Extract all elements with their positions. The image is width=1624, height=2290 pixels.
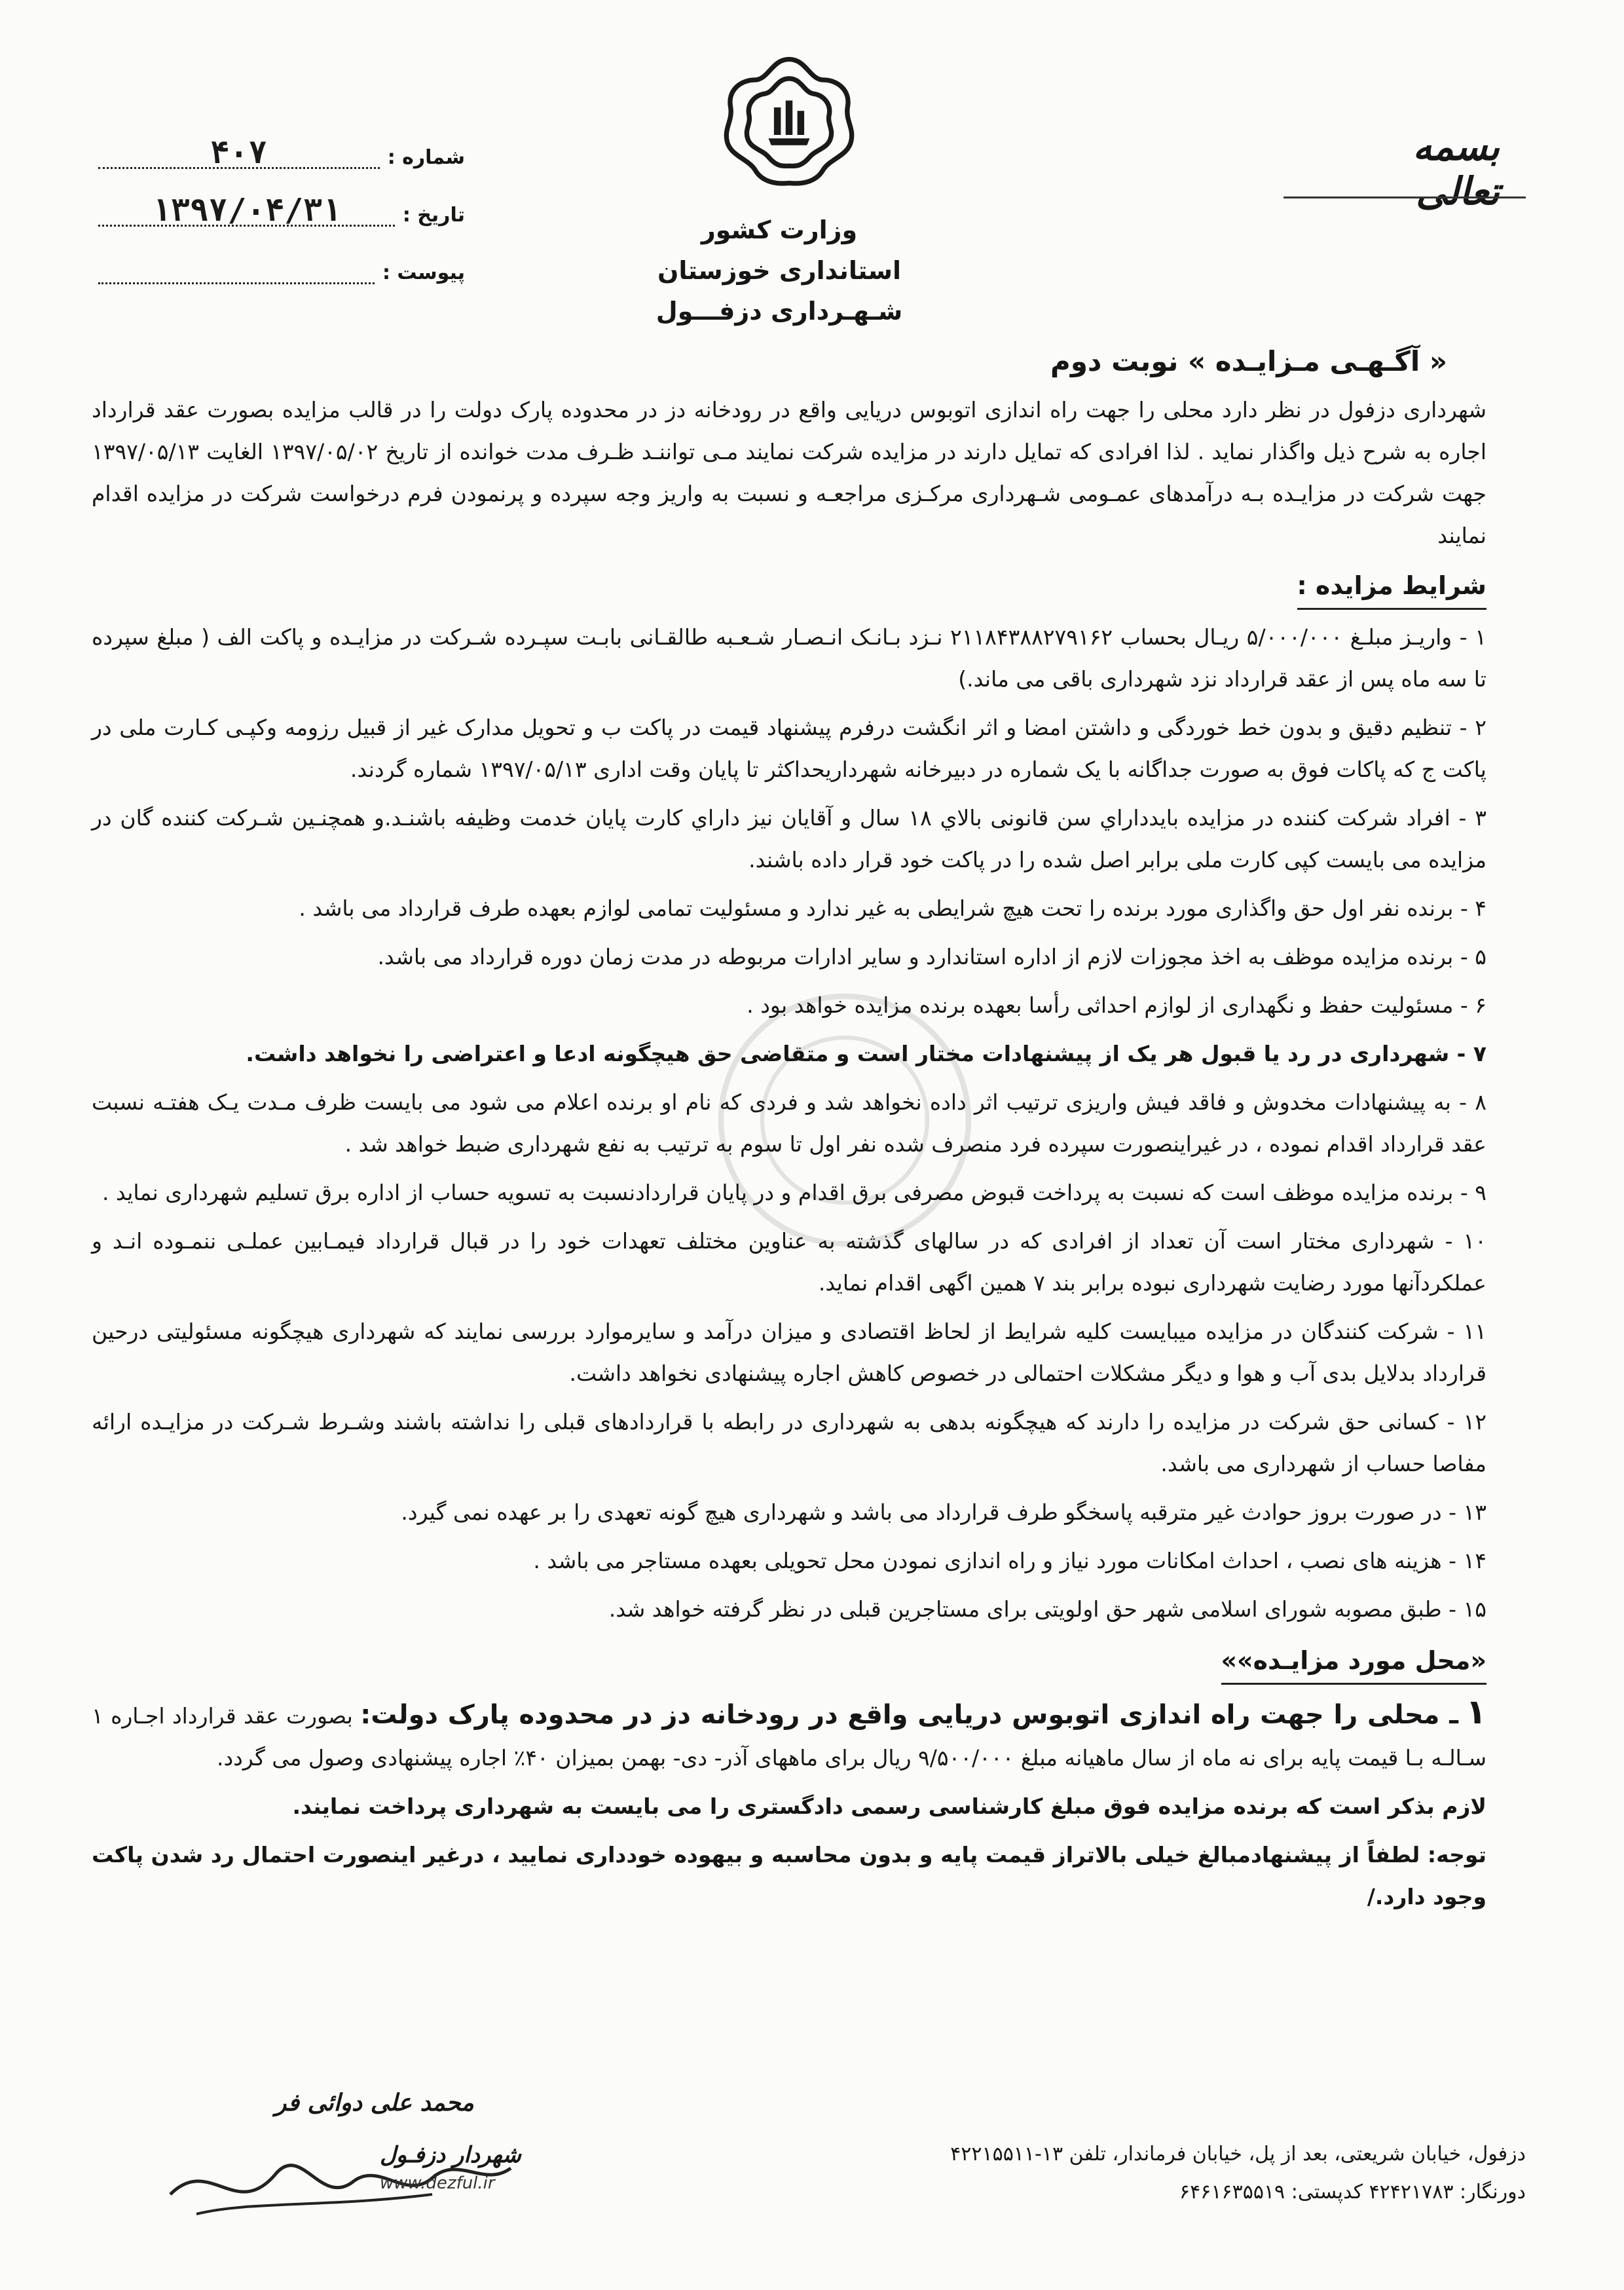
auction-announcement	[92, 341, 1486, 1924]
organization-block	[629, 210, 930, 331]
condition-item: ۹ - برنده مزایده موظف است که نسبت به پرداخت قبوض مصرفی برق اقدام و در پایان قراردادنسبت به تسویه حساب از اداره برق تسلیم شهرداری نماید .	[101, 1180, 1486, 1205]
condition-item: ۱۲ - کسانی حق شرکت در مزایده را دارند که هیچگونه بدهی به شهرداری در رابطه با قراردادهای قبلی را نداشته باشند وشـرط شـرکت در مزایـده ارائه مفاصا حساب از شهرداری می باشد.	[92, 1409, 1486, 1476]
announcement-title: « آگـهـی مـزایـده » نوبت دوم	[1050, 345, 1447, 377]
letter-date-label: تاریخ :	[402, 204, 465, 227]
letter-number-label: شماره :	[387, 146, 465, 169]
condition-item: ۳ - افراد شرکت کننده در مزایده بایدداراي سن قانونی بالاي ۱۸ سال و آقایان نیز داراي کارت پایان خدمت وظیفه باشنـد.و همچنـین شـرکت کننده گان در مزایده می بایست کپی کارت ملی برابر اصل شده را در پاکت خود قرار داده باشند.	[92, 805, 1486, 873]
footer-website: www.dezful.ir	[380, 2173, 495, 2193]
condition-item: ۱۵ - طبق مصوبه شورای اسلامی شهر حق اولویتی برای مستاجرین قبلی در نظر گرفته خواهد شد.	[608, 1596, 1486, 1622]
conditions-title: شرایط مزایده :	[1297, 565, 1487, 610]
condition-item: ۶ - مسئولیت حفظ و نگهداری از لوازم احداثی رأسا بعهده برنده مزایده خواهد بود .	[747, 992, 1486, 1018]
condition-item: ۱۰ - شهرداری مختار است آن تعداد از افرادی که در سالهای گذشته به عناوین مختلف تعهدات خود را در قبال قرارداد فیمـابین عملـی ننمـوده انـد و عملکردآنها مورد رضایت شهرداری نبوده برابر بند ۷ همین اگهی اقدام نماید.	[92, 1228, 1486, 1296]
condition-item: ۷ - شهرداری در رد یا قبول هر یک از پیشنهادات مختار است و متقاضی حق هیچگونه ادعا و اعتراضی را نخواهد داشت.	[246, 1041, 1486, 1066]
condition-item: ۱۱ - شرکت کنندگان در مزایده میبایست کلیه شرایط از لحاظ اقتصادی و میزان درآمد و سایرموارد بررسی نمایند که شهرداری هیچگونه مسئولیتی درحین قرارداد بدلایل بدی آب و هوا و دیگر مشکلات احتمالی در خصوص کاهش اجاره پیشنهادی نخواهد داشت.	[92, 1319, 1486, 1386]
letter-attachment-value	[98, 253, 375, 284]
letter-number-row	[98, 111, 465, 169]
location-item-number: ۱	[1466, 1693, 1487, 1732]
dezful-municipality-emblem-icon	[720, 52, 858, 190]
location-title: «محل مورد مزایـده»»	[1221, 1640, 1487, 1685]
org-line-governorate: استانداری خوزستان	[657, 256, 902, 285]
letter-number-value: ۴۰۷	[98, 138, 380, 169]
condition-item: ۲ - تنظیم دقیق و بدون خط خوردگی و داشتن امضا و اثر انگشت درفرم پیشنهاد قیمت در پاکت ب و تحویل مدارک غیر از قبیل رزومه وکپـی کـارت ملی در پاکت ج که پاکات فوق به صورت جداگانه با یک شماره در دبیرخانه شهرداریحداکثر تا پایان وقت اداری ۱۳۹۷/۰۵/۱۳ شماره گردند.	[92, 715, 1486, 782]
condition-item: ۴ - برنده نفر اول حق واگذاری مورد برنده را تحت هیچ شرایطی به غیر ندارد و مسئولیت تمامی لوازم بعهده طرف قرارداد می باشد .	[299, 895, 1486, 921]
bismillah-heading: بسمه تعالی	[1412, 124, 1500, 214]
letter-date-value: ۱۳۹۷/۰۴/۳۱	[98, 196, 395, 227]
condition-item: ۱۴ - هزینه های نصب ، احداث امکانات مورد نیاز و راه اندازی نمودن محل تحویلی بعهده مستاجر می باشد .	[533, 1548, 1486, 1573]
signer-name: محمد علی دوائی فر	[275, 2090, 474, 2116]
condition-item: ۱ - واریـز مبلـغ ۵/۰۰۰/۰۰۰ ریـال بحساب ۲۱۱۸۴۳۸۸۲۷۹۱۶۲ نـزد بـانـک انـصـار شـعـبه طالقـانی بابـت سپـرده شـرکت در مزایـده و پاکت الف ( مبلغ سپرده تا سه ماه پس از عقد قرارداد نزد شهرداری باقی می ماند.)	[92, 624, 1486, 692]
footer-fax-postal-line: دورنگار: ۴۲۴۲۱۷۸۳ کدپستی: ۶۴۶۱۶۳۵۵۱۹	[1179, 2181, 1526, 2204]
bismillah-underline	[1283, 197, 1526, 198]
letter-date-row	[98, 169, 465, 227]
location-item-text: بصورت عقد قرارداد اجـاره ۱ سـالـه بـا قیمت پایه برای نه ماه از سال ماهیانه مبلغ ۹/۵۰۰/۰۰۰ ریال برای ماههای آذر- دی- بهمن بمیزان ۴۰٪ اجاره پیشنهادی وصول می گردد.	[92, 1703, 1486, 1771]
condition-item: ۱۳ - در صورت بروز حوادث غیر مترقبه پاسخگو طرف قرارداد می باشد و شهرداری هیچ گونه تعهدی را بر عهده نمی گیرد.	[401, 1499, 1486, 1525]
letter-attachment-row	[98, 227, 465, 284]
location-note-warning: توجه: لطفاً از پیشنهادمبالغ خیلی بالاتراز قیمت پایه و بدون محاسبه و بیهوده خودداری نمایید ، درغیر اینصورت احتمال رد شدن پاکت وجود دارد./	[92, 1842, 1486, 1909]
org-line-municipality: شـهـرداری دزفـــول	[655, 297, 903, 326]
condition-item: ۵ - برنده مزایده موظف به اخذ مجوزات لازم از اداره استاندارد و سایر ادارات مربوطه در مدت زمان دوره قرارداد می باشد.	[377, 944, 1486, 969]
announcement-intro: شهرداری دزفول در نظر دارد محلی را جهت راه اندازی اتوبوس دریایی واقع در رودخانه دز در محدوده پارک دولت را در قالب مزایده بصورت عقد قرارداد اجاره به شرح ذیل واگذار نماید . لذا افرادی که تمایل دارند در مزایده شرکت نمایند مـی تواننـد ظـرف مدت خوانده از تاریخ ۱۳۹۷/۰۵/۰۲ الغایت ۱۳۹۷/۰۵/۱۳ جهت شرکت در مزایـده بـه درآمدهای عمـومی شـهرداری مرکـزی مراجعـه و نسبت به واریز وجه سپرده و پرنمودن فرم درخواست شرکت در مزایده اقدام نمایند	[92, 397, 1486, 548]
location-note-expert-fee: لازم بذکر است که برنده مزایده فوق مبلغ کارشناسی رسمی دادگستری را می بایست به شهرداری پرداخت نمایند.	[292, 1793, 1486, 1819]
letter-attachment-label: پیوست :	[382, 261, 465, 284]
footer-contact	[544, 2135, 1526, 2211]
condition-item: ۸ - به پیشنهادات مخدوش و فاقد فیش واریزی ترتیب اثر داده نخواهد شد و فردی که نام او برنده اعلام می شود می بایست ظرف مـدت یـک هفتـه نسبت عقد قرارداد اقدام نموده ، در غیراینصورت سپرده فرد منصرف شده نفر اول تا سوم به ترتیب به نفع شهرداری ضبط خواهد شد .	[92, 1089, 1486, 1157]
location-item-heading: ـ محلی را جهت راه اندازی اتوبوس دریایی واقع در رودخانه دز در محدوده پارک دولت:	[360, 1700, 1458, 1730]
footer-address-line: دزفول، خیابان شریعتی، بعد از پل، خیابان فرماندار، تلفن ۱۳-۴۲۲۱۵۵۱۱	[950, 2143, 1526, 2166]
location-item	[92, 1691, 1486, 1779]
org-line-ministry: وزارت کشور	[701, 216, 858, 244]
signer-title: شهردار دزفـول	[380, 2142, 521, 2168]
letter-metadata	[98, 111, 465, 284]
